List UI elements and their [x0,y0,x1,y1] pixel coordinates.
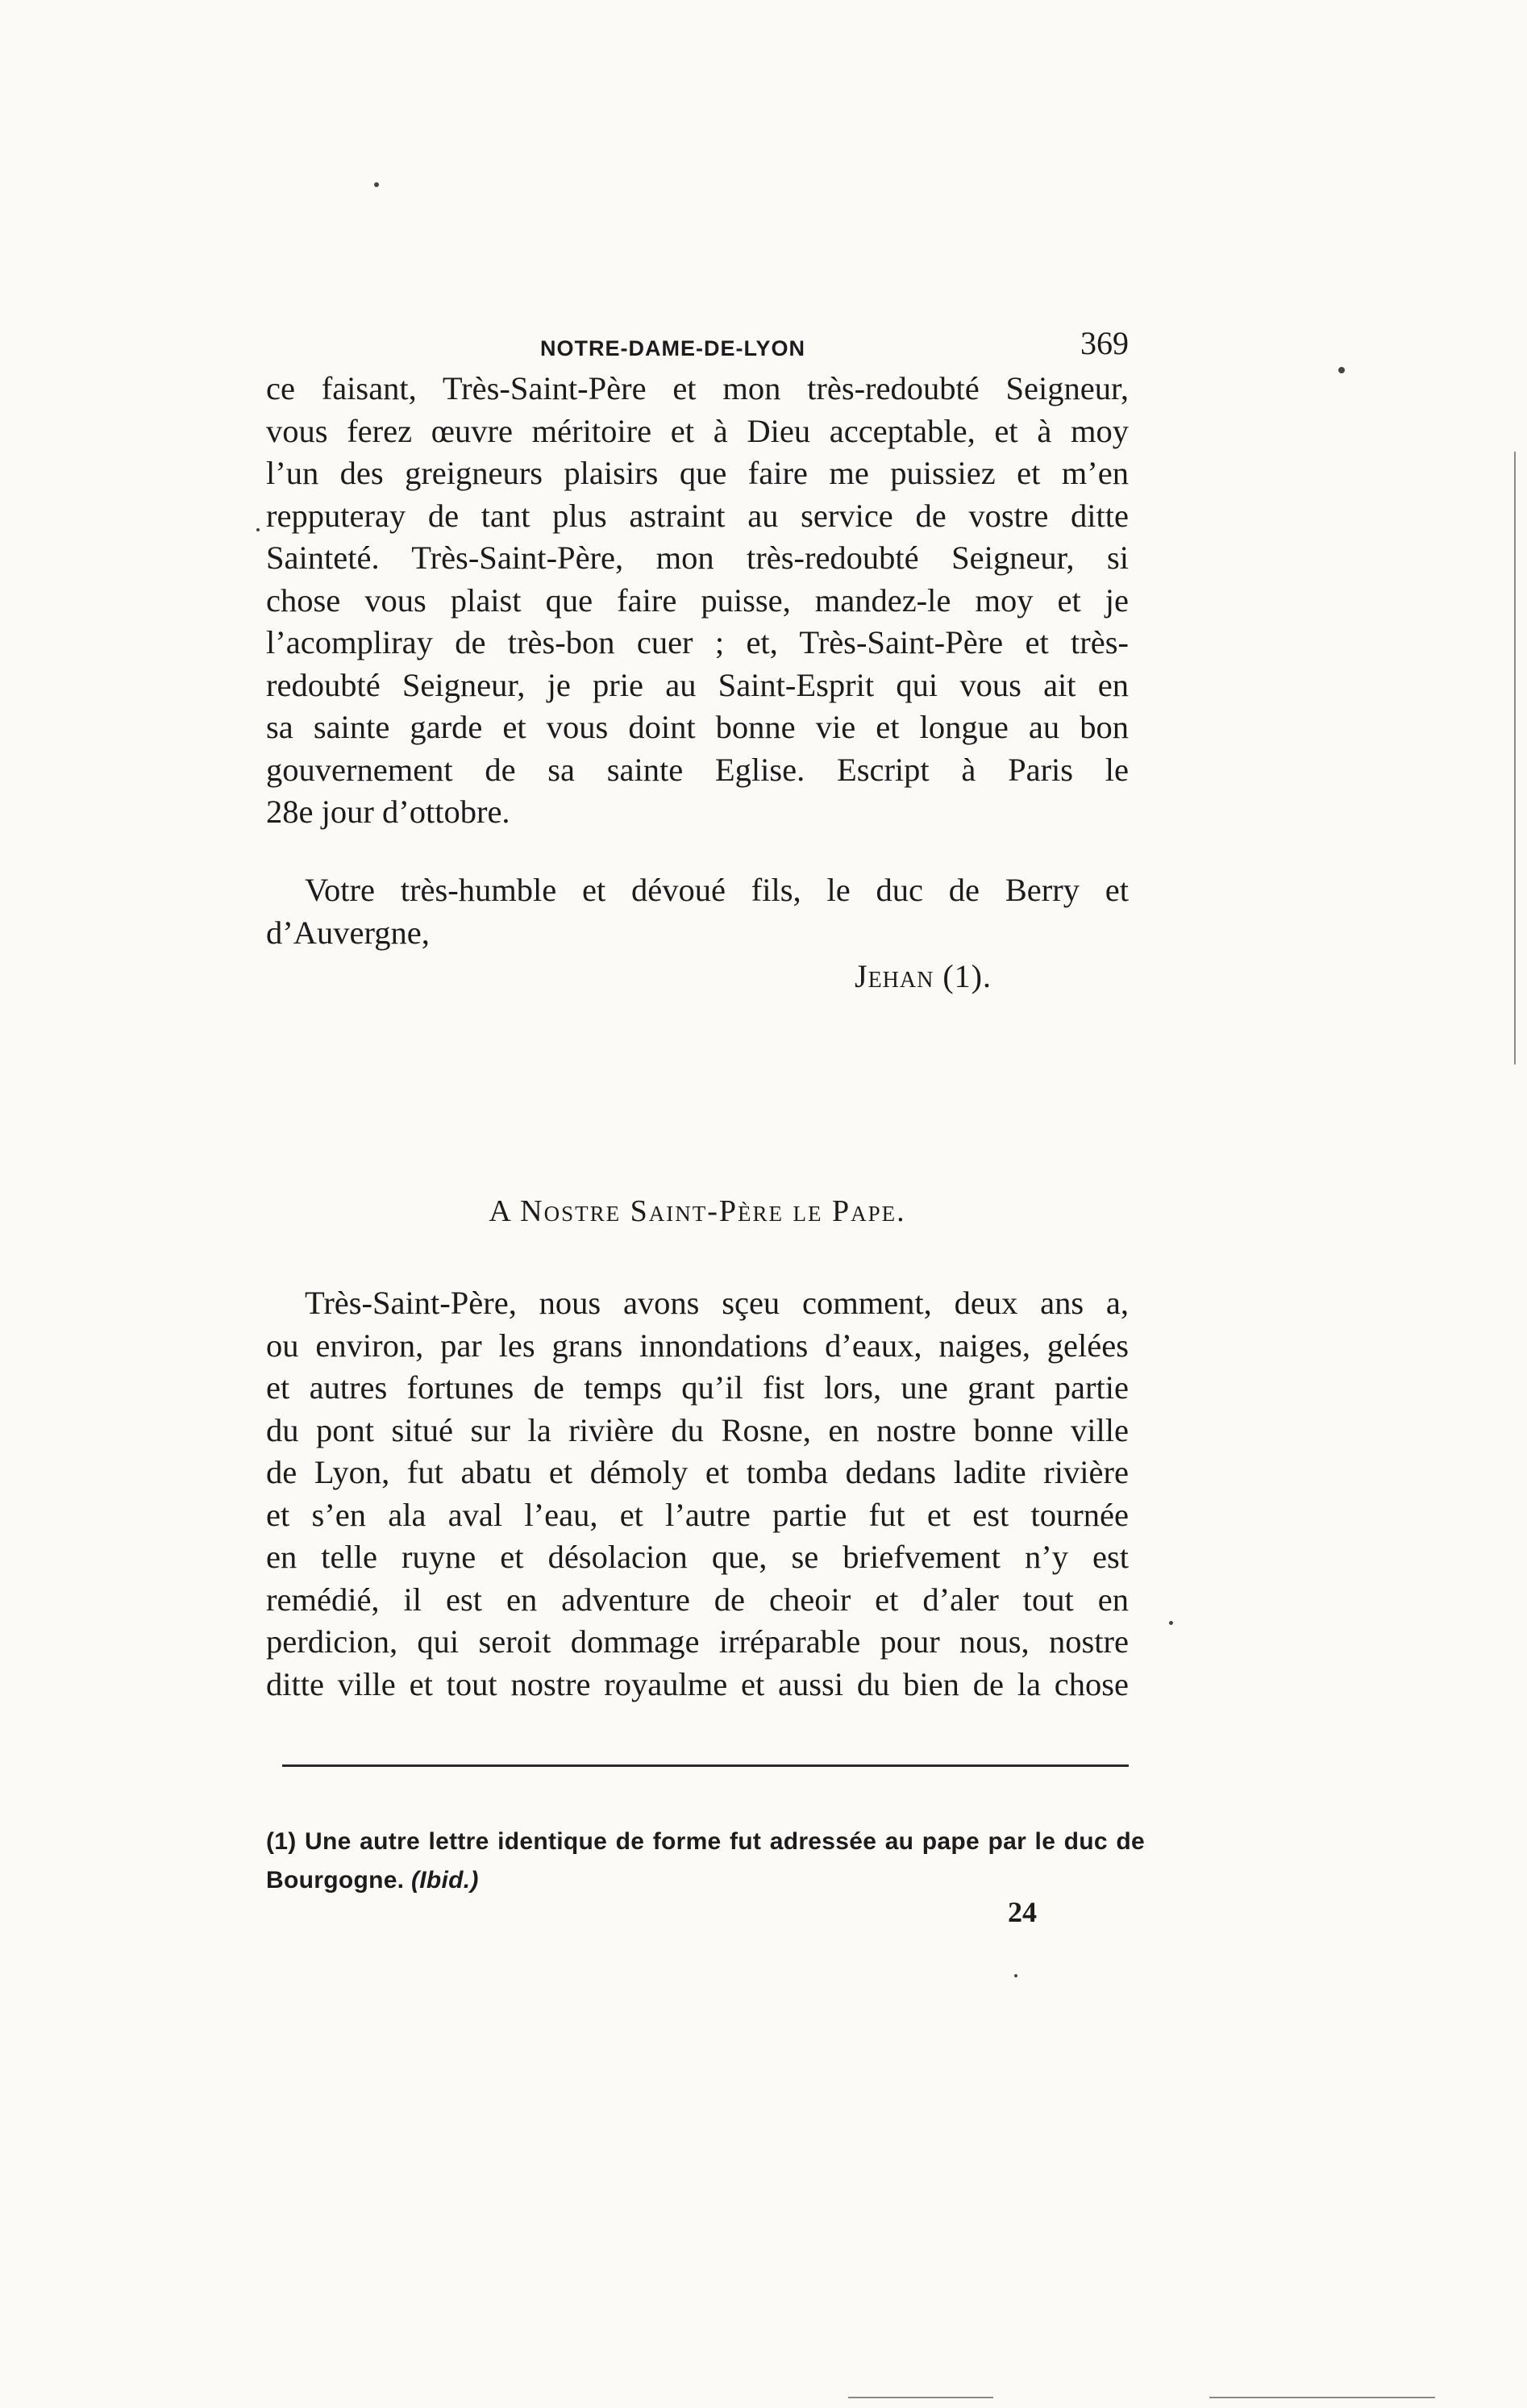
footnote-divider [282,1764,1129,1767]
text-line: redoubté Seigneur, je prie au Saint-Esprit qui vous ait en [266,666,1129,703]
text-line: perdicion, qui seroit dommage irréparable pour nous, nostre [266,1623,1129,1660]
footnote-text: (1) Une autre lettre identique de forme fut adressée au pape par le duc de Bourgogne. [266,1828,1145,1893]
letter1-closing [266,869,1129,954]
text-line: gouvernement de sa sainte Eglise. Escript à Paris le [266,751,1129,788]
scan-edge [1209,2397,1435,2398]
text-line: chose vous plaist que faire puisse, mandez-le moy et je [266,581,1129,619]
ink-speck [1338,367,1345,373]
text-line: de Lyon, fut abatu et démoly et tomba dedans ladite rivière [266,1454,1129,1490]
text-line: vous ferez œuvre méritoire et à Dieu acceptable, et à moy [266,412,1129,449]
text-line: ce faisant, Très-Saint-Père et mon très-redoubté Seigneur, [266,370,1129,406]
text-line: et s’en ala aval l’eau, et l’autre partie fut et est tournée [266,1496,1129,1533]
text-line: remédié, il est en adventure de cheoir et d’aler tout en [266,1581,1129,1618]
signature: Jehan (1). [855,958,992,994]
text-line: d’Auvergne, [266,914,430,951]
letter2-body [266,1282,1129,1706]
ink-speck [1169,1621,1173,1625]
text-line: l’acompliray de très-bon cuer ; et, Très-Saint-Père et très- [266,624,1129,660]
text-line: Votre très-humble et dévoué fils, le duc de Berry et [305,872,1129,908]
scan-edge [848,2397,993,2398]
text-line: ditte ville et tout nostre royaulme et aussi du bien de la chose [266,1665,1129,1702]
text-line: du pont situé sur la rivière du Rosne, en nostre bonne ville [266,1411,1129,1448]
letter1-body [266,368,1129,834]
text-line: repputeray de tant plus astraint au service de vostre ditte [266,497,1129,534]
text-line: en telle ruyne et désolacion que, se briefvement n’y est [266,1539,1129,1575]
text-line: 28e jour d’ottobre. [266,794,510,830]
text-line: Sainteté. Très-Saint-Père, mon très-redoubté Seigneur, si [266,540,1129,576]
scan-edge [1514,452,1516,1064]
footnote-ibid: (Ibid.) [410,1867,479,1893]
text-line: Très-Saint-Père, nous avons sçeu comment, deux ans a, [305,1285,1129,1321]
page-header [266,323,1129,371]
ink-speck [374,182,379,187]
footnote [266,1823,1145,1900]
ink-speck [1014,1974,1017,1977]
page-number: 369 [1080,325,1129,361]
ink-speck [256,528,260,531]
running-title: NOTRE-DAME-DE-LYON [540,336,806,360]
text-line: l’un des greigneurs plaisirs que faire me puissiez et m’en [266,455,1129,491]
signature-mark: 24 [1008,1896,1037,1928]
section-title: A Nostre Saint-Père le Pape. [489,1194,906,1228]
text-line: sa sainte garde et vous doint bonne vie et longue au bon [266,709,1129,745]
text-line: et autres fortunes de temps qu’il fist lors, une grant partie [266,1369,1129,1406]
text-line: ou environ, par les grans innondations d’eaux, naiges, gelées [266,1327,1129,1364]
